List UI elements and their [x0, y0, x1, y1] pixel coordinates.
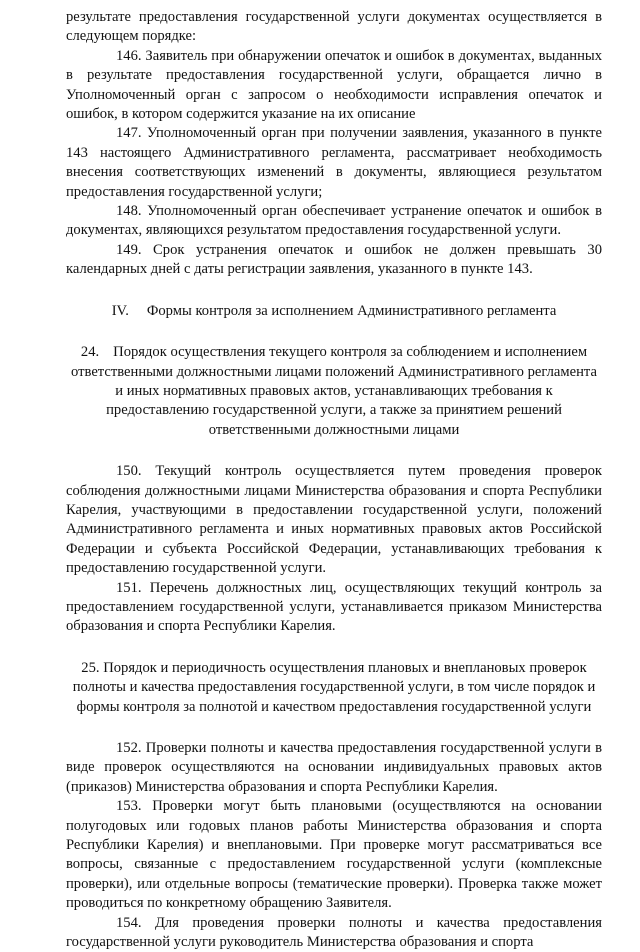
paragraph-continuation: результате предоставления государственной услуги документах осуществляется в следующем порядке:	[66, 9, 602, 45]
spacer	[66, 321, 602, 343]
subsection-25-heading: 25. Порядок и периодичность осуществления плановых и внеплановых проверок полноты и качества предоставления государственной услуги, в том числе порядок и формы контроля за полнотой и качеством предоставления государственной услуги	[72, 659, 596, 715]
section-iv-number: IV.	[111, 302, 129, 319]
subsection-24-number: 24.	[80, 344, 100, 361]
paragraph-154: 154. Для проведения проверки полноты и качества предоставления государственной услуги руководитель Министерства образования и спорта	[66, 914, 602, 951]
paragraph-148: 148. Уполномоченный орган обеспечивает устранение опечаток и ошибок в документах, являющихся результатом предоставления государственной услуги.	[66, 203, 602, 239]
spacer	[66, 440, 602, 462]
spacer	[66, 717, 602, 739]
paragraph-152: 152. Проверки полноты и качества предоставления государственной услуги в виде проверок осуществляются на основании индивидуальных правовых актов (приказов) Министерства образования и спорта Республики Карелия.	[66, 740, 602, 795]
subsection-24-title: Порядок осуществления текущего контроля за соблюдением и исполнением ответственными должностными лицами положений Административного регламента и иных нормативных правовых актов, устанавливающих требования к предоставлению государственной услуги, а также за принятием решений ответственными должностными лицами	[71, 344, 597, 438]
spacer	[66, 637, 602, 659]
section-iv-heading	[66, 302, 602, 321]
paragraph-153: 153. Проверки могут быть плановыми (осуществляются на основании полугодовых или годовых планов работы Министерства образования и спорта Республики Карелия) и внеплановыми. При проверке могут рассматриваться все вопросы, связанные с предоставлением государственной услуги (комплексные проверки), или отдельные вопросы (тематические проверки). Проверка также может проводиться по конкретному обращению Заявителя.	[66, 798, 602, 912]
spacer	[66, 280, 602, 302]
paragraph-151: 151. Перечень должностных лиц, осуществляющих текущий контроль за предоставлением государственной услуги, устанавливается приказом Министерства образования и спорта Республики Карелия.	[66, 579, 602, 635]
paragraph-147: 147. Уполномоченный орган при получении заявления, указанного в пункте 143 настоящего Административного регламента, рассматривает необходимость внесения соответствующих изменений в документы, являющиеся результатом предоставления государственной услуги;	[66, 125, 602, 200]
paragraph-146: 146. Заявитель при обнаружении опечаток и ошибок в документах, выданных в результате предоставления государственной услуги, обращается лично в Уполномоченный орган с запросом о необходимости исправления опечаток и ошибок, в котором содержится указание на их описание	[66, 47, 602, 123]
paragraph-149: 149. Срок устранения опечаток и ошибок не должен превышать 30 календарных дней с даты регистрации заявления, указанного в пункте 143.	[66, 241, 602, 278]
paragraph-150: 150. Текущий контроль осуществляется путем проведения проверок соблюдения должностными лицами Министерства образования и спорта Республики Карелия, участвующими в предоставлении государственной услуги, положений Административного регламента и иных нормативных правовых актов Российской Федерации и субъекта Российской Федерации, устанавливающих требования к предоставлению государственной услуги.	[66, 463, 602, 577]
subsection-24-heading	[66, 343, 602, 440]
section-iv-title: Формы контроля за исполнением Административного регламента	[146, 302, 557, 319]
